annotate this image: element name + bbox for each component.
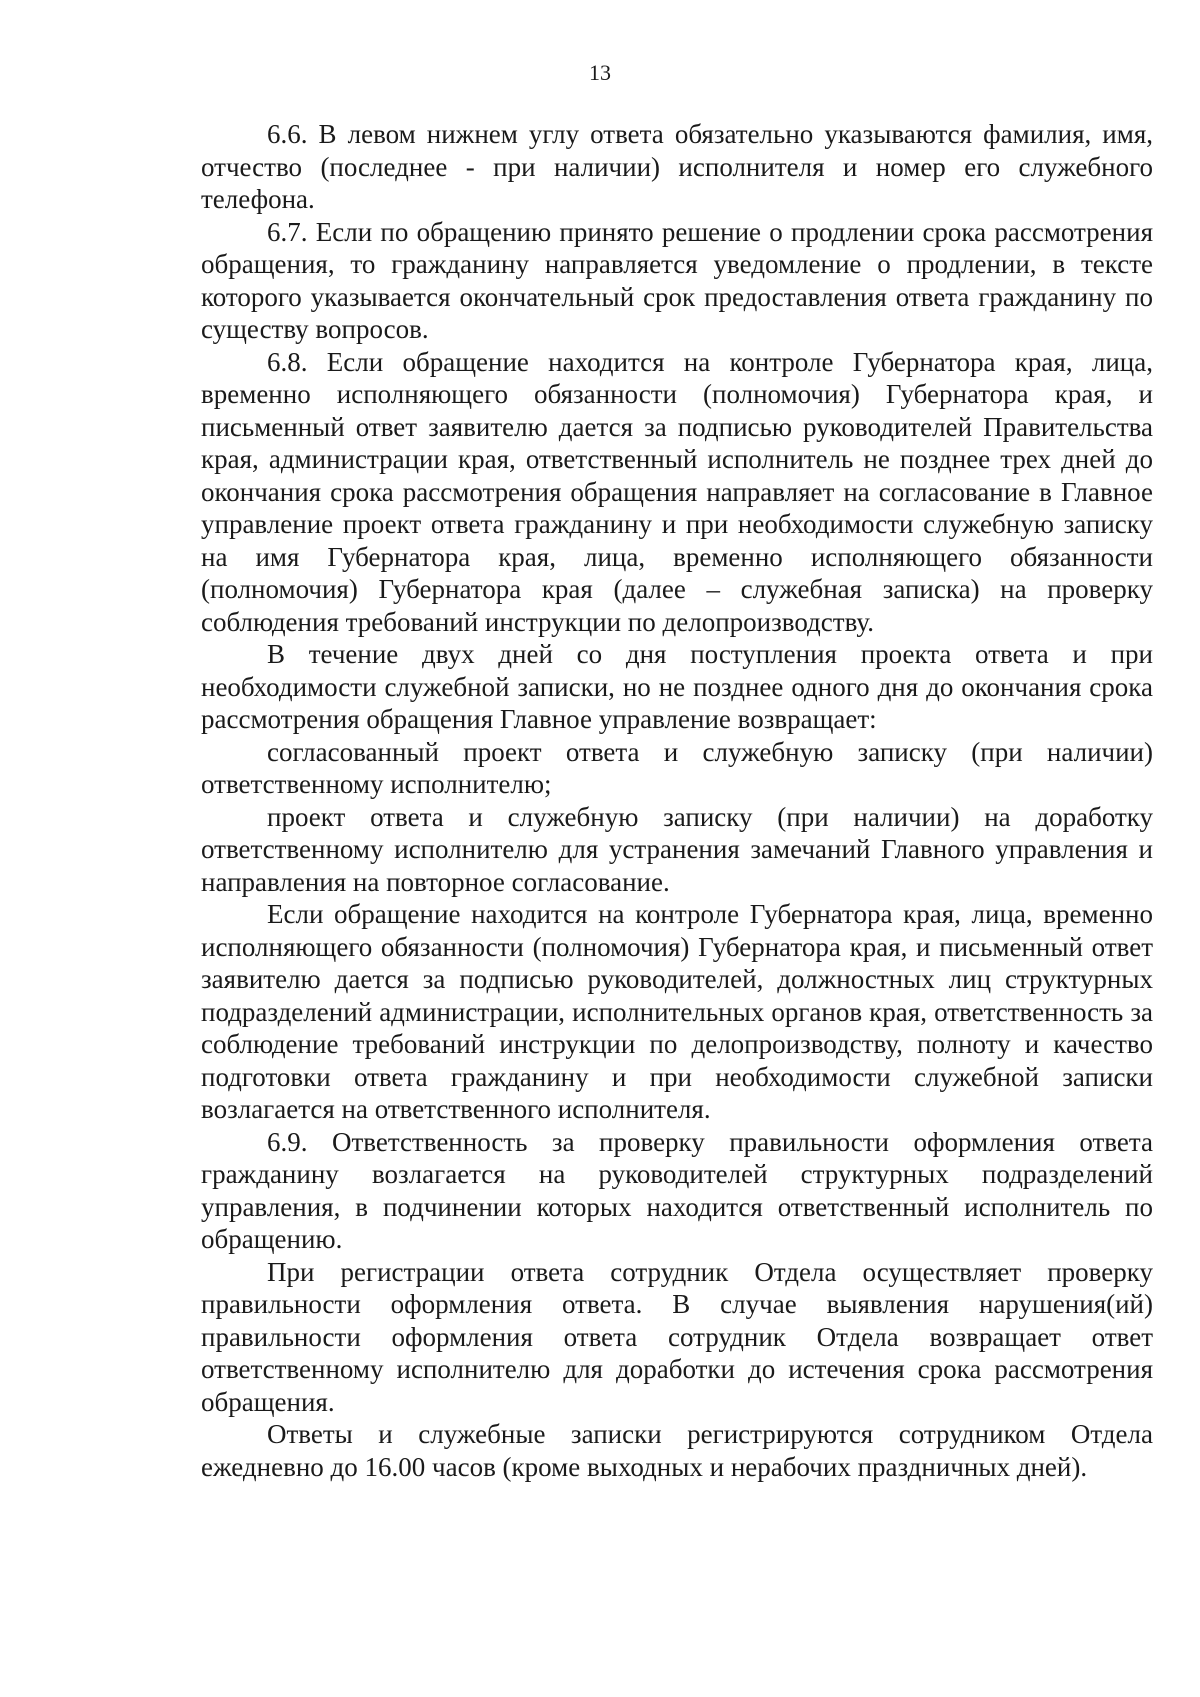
list-item-approved-draft: согласованный проект ответа и служебную записку (при наличии) ответственному исполнителю; (201, 736, 1153, 799)
paragraph-registration-check: При регистрации ответа сотрудник Отдела осуществляет проверку правильности оформления ответа. В случае выявления нарушения(ий) правильности оформления ответа сотрудник Отдела возвращает ответ ответственному исполнителю для доработки до истечения срока рассмотрения обращения. (201, 1256, 1153, 1417)
paragraph-6-6: 6.6. В левом нижнем углу ответа обязательно указываются фамилия, имя, отчество (последнее - при наличии) исполнителя и номер его служебного телефона. (201, 119, 1153, 214)
paragraph-6-7: 6.7. Если по обращению принято решение о продлении срока рассмотрения обращения, то гражданину направляется уведомление о продлении, в тексте которого указывается окончательный срок предоставления ответа гражданину по существу вопросов. (201, 216, 1153, 344)
list-item-revision-draft: проект ответа и служебную записку (при наличии) на доработку ответственному исполнителю для устранения замечаний Главного управления и направления на повторное согласование. (201, 801, 1153, 897)
paragraph-review-period: В течение двух дней со дня поступления проекта ответа и при необходимости служебной записки, но не позднее одного дня до окончания срока рассмотрения обращения Главное управление возвращает: (201, 639, 1153, 734)
paragraph-daily-registration: Ответы и служебные записки регистрируются сотрудником Отдела ежедневно до 16.00 часов (кроме выходных и нерабочих праздничных дней). (201, 1419, 1153, 1482)
paragraph-6-8: 6.8. Если обращение находится на контроле Губернатора края, лица, временно исполняющего обязанности (полномочия) Губернатора края, и письменный ответ заявителю дается за подписью руководителей Правительства края, администрации края, ответственный исполнитель не позднее трех дней до окончания срока рассмотрения обращения направляет на согласование в Главное управление проект ответа гражданину и при необходимости служебную записку на имя Губернатора края, лица, временно исполняющего обязанности (полномочия) Губернатора края (далее – служебная записка) на проверку соблюдения требований инструкции по делопроизводству. (201, 346, 1153, 637)
page-number: 13 (589, 60, 611, 85)
paragraph-6-9: 6.9. Ответственность за проверку правильности оформления ответа гражданину возлагается на руководителей структурных подразделений управления, в подчинении которых находится ответственный исполнитель по обращению. (201, 1126, 1153, 1254)
document-body (201, 118, 1153, 1483)
paragraph-responsibility: Если обращение находится на контроле Губернатора края, лица, временно исполняющего обязанности (полномочия) Губернатора края, и письменный ответ заявителю дается за подписью руководителей, должностных лиц структурных подразделений администрации, исполнительных органов края, ответственность за соблюдение требований инструкции по делопроизводству, полноту и качество подготовки ответа гражданину и при необходимости служебной записки возлагается на ответственного исполнителя. (201, 899, 1153, 1124)
